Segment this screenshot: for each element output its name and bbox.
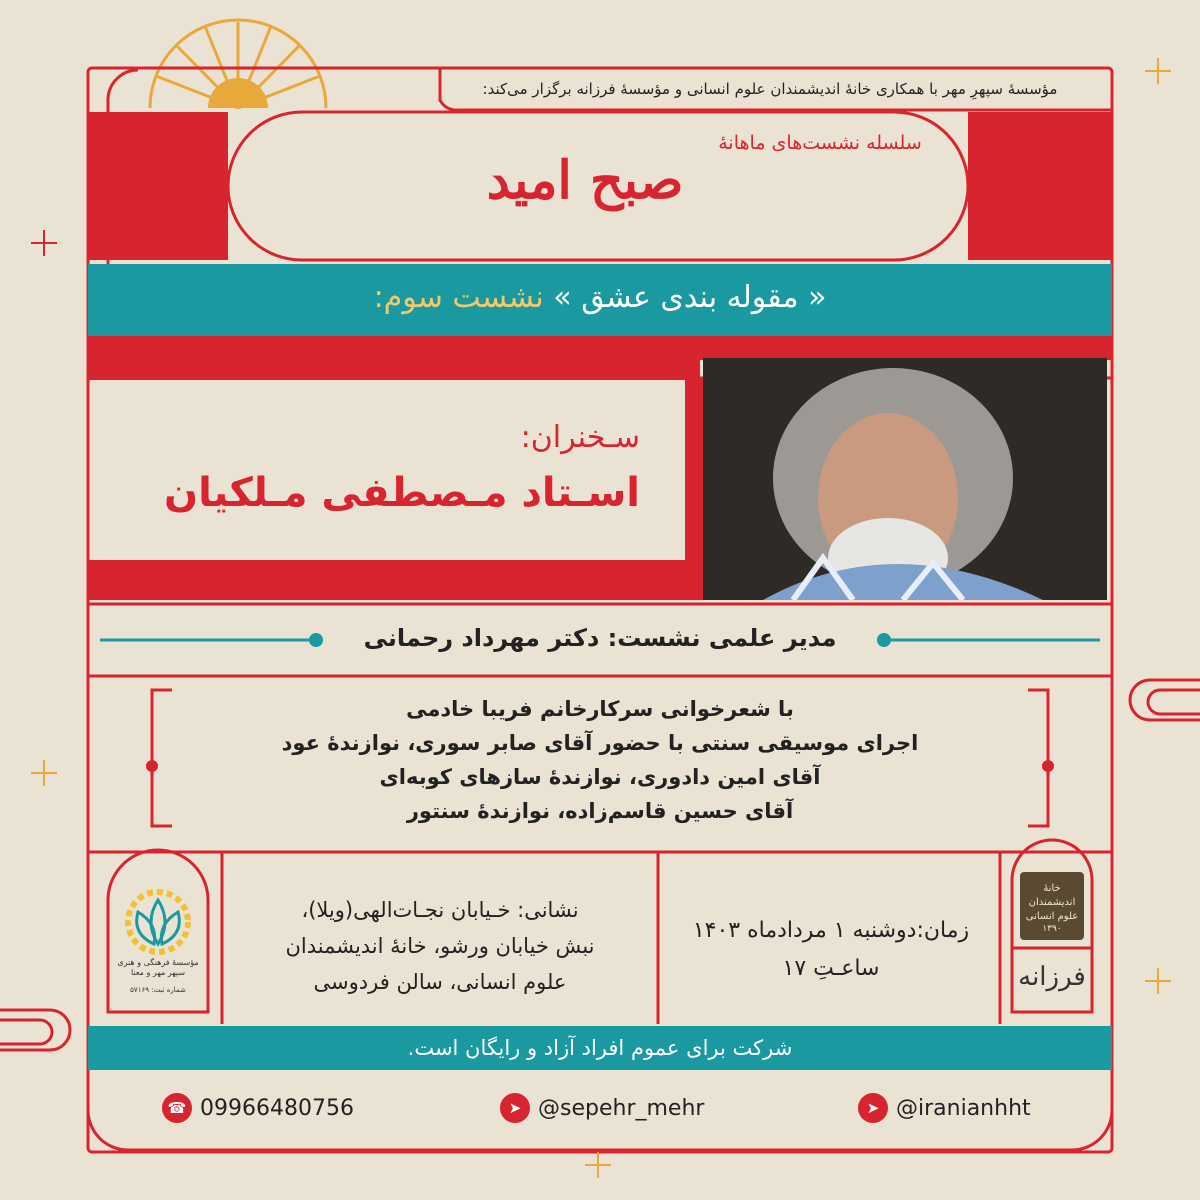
program-list — [180, 692, 1020, 828]
address-line: نشانی: خـیابان نجـات‌الهی(ویلا)، — [301, 898, 579, 922]
phone-number: 09966480756 — [200, 1095, 354, 1121]
telegram-contact-sepehr[interactable] — [500, 1093, 704, 1123]
house-logo — [1020, 872, 1084, 940]
sepehr-logo-reg: شماره ثبت: ۵۷۱۶۹ — [130, 986, 186, 994]
session-label: نشست سوم: — [373, 280, 544, 315]
speaker-photo — [703, 358, 1107, 600]
farzaneh-logo: فرزانه — [1018, 962, 1086, 992]
session-title — [88, 280, 1112, 315]
speaker-label: سـخنران: — [520, 420, 640, 455]
red-band-speaker-bottom — [88, 560, 700, 600]
program-line: آقای امین دادوری، نوازندهٔ سازهای کوبه‌ای — [379, 765, 821, 789]
red-band-left — [88, 112, 228, 260]
moderator: مدیر علمی نشست: دکتر مهرداد رحمانی — [363, 624, 837, 652]
series-title: صبح امید — [486, 150, 684, 211]
program-line: اجرای موسیقی سنتی با حضور آقای صابر سوری، نوازندهٔ عود — [281, 731, 919, 755]
house-logo-year: ۱۳۹۰ — [1042, 924, 1062, 934]
time — [668, 912, 994, 988]
time-hour: ساعـتِ ۱۷ — [782, 956, 880, 981]
organizer-line: مؤسسهٔ سپهرِ مهر با همکاری خانهٔ اندیشمندان علوم انسانی و مؤسسهٔ فرزانه برگزار می‌کند: — [482, 80, 1058, 98]
speaker-name: اسـتاد مـصطفی مـلکیان — [163, 470, 640, 516]
address — [232, 892, 648, 1000]
telegram-handle: @sepehr_mehr — [538, 1095, 705, 1121]
telegram-handle: @iranianhht — [896, 1095, 1031, 1121]
red-band-photo-left — [685, 378, 703, 600]
sun-core — [208, 78, 268, 108]
address-line: علوم انسانی، سالن فردوسی — [313, 970, 567, 994]
series-prefix: سلسله نشست‌های ماهانهٔ — [718, 132, 922, 154]
program-line: با شعرخوانی سرکارخانم فریبا خادمی — [406, 697, 794, 721]
telegram-icon: ➤ — [858, 1093, 888, 1123]
address-line: نبش خیابان ورشو، خانهٔ اندیشمندان — [285, 934, 595, 958]
house-logo-text: خانهٔ اندیشمندان علوم انسانی — [1025, 883, 1079, 922]
session-topic: « مقوله بندی عشق » — [553, 280, 827, 315]
red-band-speaker-top — [88, 358, 700, 380]
sepehr-logo — [114, 888, 202, 998]
telegram-icon: ➤ — [500, 1093, 530, 1123]
program-line: آقای حسین قاسم‌زاده، نوازندهٔ سنتور — [406, 799, 794, 823]
phone-contact[interactable] — [162, 1093, 354, 1123]
telegram-contact-iranian[interactable] — [858, 1093, 1031, 1123]
time-date: زمان:دوشنبه ۱ مردادماه ۱۴۰۳ — [692, 918, 970, 943]
red-band-right — [968, 112, 1112, 260]
phone-icon: ☎ — [162, 1093, 192, 1123]
lotus-icon — [114, 888, 202, 958]
sepehr-logo-text: مؤسسهٔ فرهنگی و هنری سپهر مهر و معنا — [117, 958, 199, 977]
footer-note: شرکت برای عموم افراد آزاد و رایگان است. — [407, 1036, 793, 1060]
